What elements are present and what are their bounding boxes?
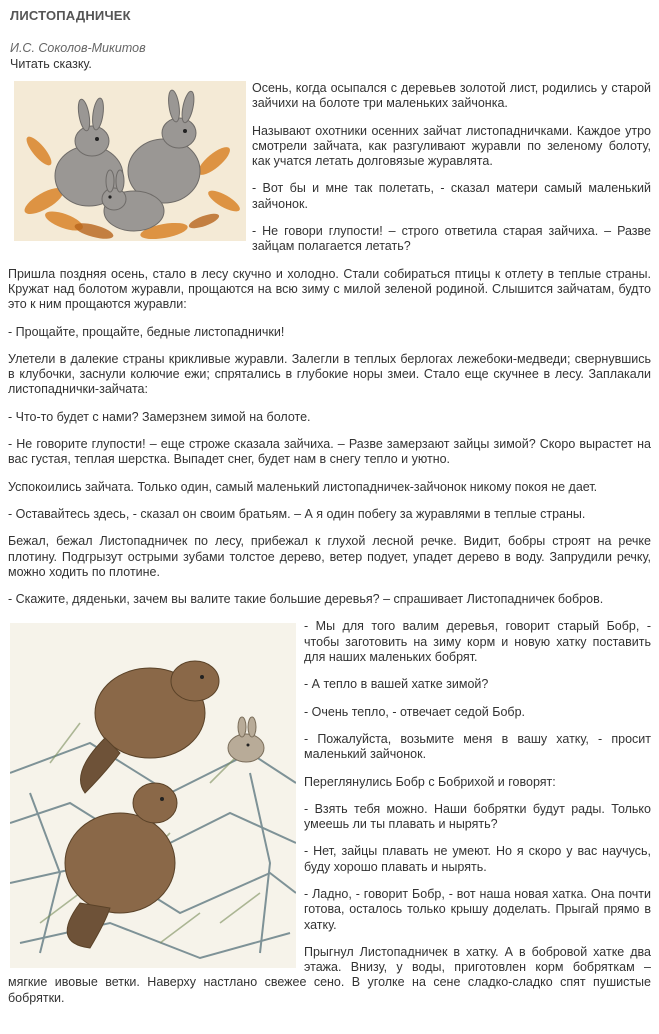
- story-section-2: [8, 619, 651, 1018]
- paragraph-6: - Прощайте, прощайте, бедные листопаднички!: [8, 324, 285, 339]
- paragraph-18: Переглянулись Бобр с Бобрихой и говорят:: [304, 774, 556, 789]
- paragraph-22: Прыгнул Листопадничек в хатку. А в бобровой хатке два этажа. Внизу, у воды, приготовлен корм бобряткам – мягкие ивовые ветки. Наверху настлано свежее сено. В уголке на сене сладко-сладко спят пушистые бобрятки.: [8, 944, 651, 1005]
- paragraph-1: Осень, когда осыпался с деревьев золотой лист, родились у старой зайчихи на болоте три маленьких зайчонка.: [252, 81, 651, 111]
- story-author: И.С. Соколов-Микитов: [10, 41, 146, 55]
- paragraph-19: - Взять тебя можно. Наши бобрятки будут рады. Только умеешь ли ты плавать и нырять?: [304, 801, 651, 832]
- paragraph-15: - А тепло в вашей хатке зимой?: [304, 677, 489, 692]
- story-section-1: [8, 81, 651, 267]
- paragraph-2: Называют охотники осенних зайчат листопадничками. Каждое утро смотрели зайчата, как разгуливают журавли по зеленому болоту, как учатся летать долговязые журавлята.: [252, 123, 651, 169]
- paragraph-16: - Очень тепло, - отвечает седой Бобр.: [304, 704, 525, 719]
- paragraph-9: - Не говорите глупости! – еще строже сказала зайчиха. – Разве замерзают зайцы зимой? Скоро вырастет на вас густая, теплая шерстка. Выпадет снег, будет нам в снегу тепло и уютно.: [8, 437, 651, 467]
- paragraph-13: - Скажите, дяденьки, зачем вы валите такие большие деревья? – спрашивает Листопадничек бобров.: [8, 592, 604, 607]
- paragraph-4: - Не говори глупости! – строго ответила старая зайчиха. – Разве зайцам полагается летать?: [252, 224, 651, 254]
- paragraph-11: - Оставайтесь здесь, - сказал он своим братьям. – А я один побегу за журавлями в теплые страны.: [8, 506, 586, 521]
- paragraph-5: Пришла поздняя осень, стало в лесу скучно и холодно. Стали собираться птицы к отлету в теплые страны. Кружат над болотом журавли, прощаются на всю зиму с милой зеленой родиной. Слышится зайчатам, будто это к ним прощаются журавли:: [8, 266, 651, 312]
- paragraph-14: - Мы для того валим деревья, говорит старый Бобр, - чтобы заготовить на зиму корм и новую хатку поставить для наших маленьких бобрят.: [304, 619, 651, 665]
- paragraph-21: - Ладно, - говорит Бобр, - вот наша новая хатка. Она почти готова, осталось только крышу доделать. Прыгай прямо в хатку.: [304, 886, 651, 932]
- beavers-illustration-drawing: [10, 623, 296, 968]
- story-title: ЛИСТОПАДНИЧЕК: [10, 8, 131, 23]
- paragraph-7: Улетели в далекие страны крикливые журавли. Залегли в теплых берлогах лежебоки-медведи; свернувшись в клубочки, заснули колючие ежи; спрятались в глубокие норы змеи. Стало еще скучнее в лесу. Заплакали листопаднички-зайчата:: [8, 351, 651, 397]
- paragraph-3: - Вот бы и мне так полетать, - сказал матери самый маленький зайчонок.: [252, 181, 651, 211]
- read-story-label: Читать сказку.: [10, 57, 92, 71]
- hares-illustration: [14, 81, 246, 241]
- beavers-illustration: [10, 623, 296, 968]
- paragraph-12: Бежал, бежал Листопадничек по лесу, прибежал к глухой лесной речке. Видит, бобры строят на речке плотину. Подгрызут острыми зубами толстое дерево, ветер подует, упадет дерево в воду. Запрудили речку, можно ходить по плотине.: [8, 534, 651, 579]
- paragraph-20: - Нет, зайцы плавать не умеют. Но я скоро у вас научусь, буду хорошо плавать и нырять.: [304, 844, 651, 874]
- paragraph-17: - Пожалуйста, возьмите меня в вашу хатку, - просит маленький зайчонок.: [304, 731, 651, 762]
- hares-illustration-drawing: [14, 81, 246, 241]
- paragraph-8: - Что-то будет с нами? Замерзнем зимой на болоте.: [8, 409, 311, 424]
- paragraph-10: Успокоились зайчата. Только один, самый маленький листопадничек-зайчонок никому покоя не дает.: [8, 479, 598, 494]
